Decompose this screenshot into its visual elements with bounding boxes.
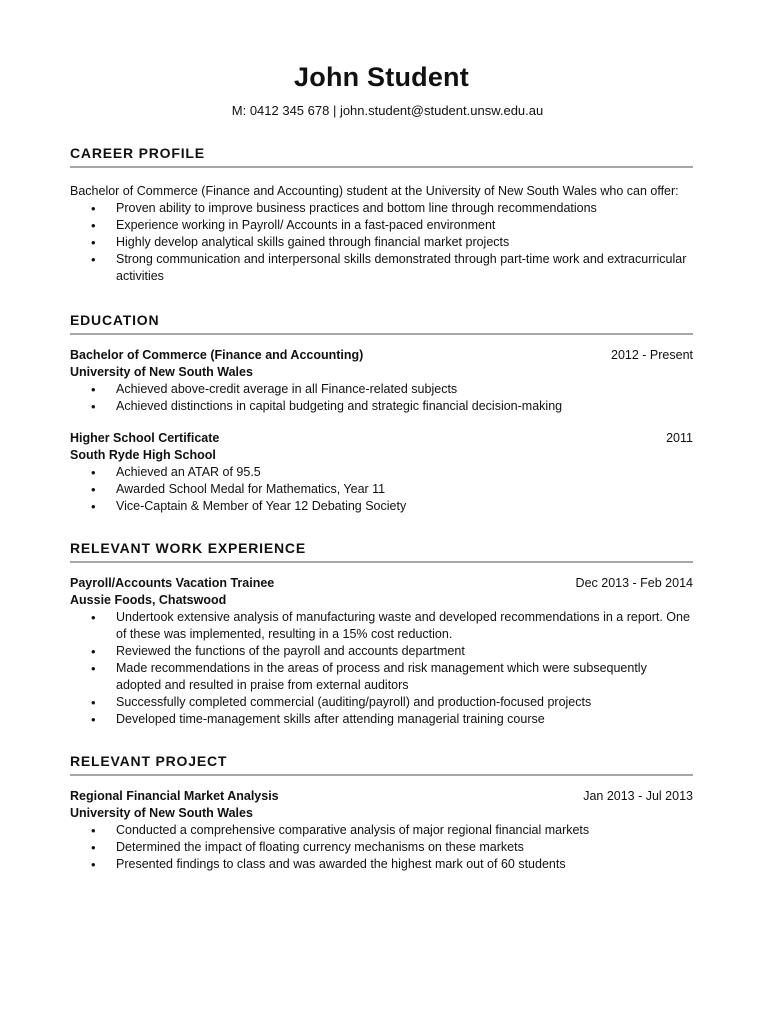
section-heading: RELEVANT PROJECT [70,752,693,776]
list-item: • Achieved distinctions in capital budgeting and strategic financial decision-making [70,398,693,415]
entry-organisation: Aussie Foods, Chatswood [70,593,227,607]
list-item: • Presented findings to class and was awarded the highest mark out of 60 students [70,856,693,873]
list-item: • Highly develop analytical skills gained through financial market projects [70,234,693,251]
resume-page [70,60,693,873]
list-item: • Vice-Captain & Member of Year 12 Debating Society [70,498,693,515]
entry-date: 2012 - Present [611,348,693,362]
entry-bullets [70,822,693,873]
work-entry [70,575,693,728]
list-item: • Undertook extensive analysis of manufacturing waste and developed recommendations in a report. One of these was implemented, resulting in a 15% cost reduction. [70,609,693,643]
section-heading: RELEVANT WORK EXPERIENCE [70,539,693,563]
entry-organisation: University of New South Wales [70,806,253,820]
list-item: • Achieved above-credit average in all Finance-related subjects [70,381,693,398]
career-profile-section [70,144,693,285]
list-item: • Proven ability to improve business practices and bottom line through recommendations [70,200,693,217]
list-item: • Conducted a comprehensive comparative analysis of major regional financial markets [70,822,693,839]
list-item: • Successfully completed commercial (auditing/payroll) and production-focused projects [70,694,693,711]
entry-bullets [70,609,693,728]
list-item: • Achieved an ATAR of 95.5 [70,464,693,481]
entry-date: Dec 2013 - Feb 2014 [575,576,693,590]
project-entry [70,788,693,873]
profile-bullets [70,200,693,285]
section-heading: EDUCATION [70,311,693,335]
entry-organisation: University of New South Wales [70,365,253,379]
section-heading: CAREER PROFILE [70,144,693,168]
candidate-name: John Student [294,62,469,92]
project-section [70,752,693,873]
contact-line: M: 0412 345 678 | john.student@student.unsw.edu.au [231,103,544,118]
work-experience-section [70,539,693,728]
entry-organisation: South Ryde High School [70,448,216,462]
entry-date: Jan 2013 - Jul 2013 [583,789,693,803]
entry-date: 2011 [666,431,693,445]
list-item: • Determined the impact of floating currency mechanisms on these markets [70,839,693,856]
education-entry [70,347,693,415]
education-entry [70,430,693,515]
entry-bullets [70,381,693,415]
education-section [70,311,693,515]
list-item: • Awarded School Medal for Mathematics, Year 11 [70,481,693,498]
entry-title: Regional Financial Market Analysis [70,789,279,803]
entry-title: Higher School Certificate [70,431,220,445]
profile-summary: Bachelor of Commerce (Finance and Accounting) student at the University of New South Wales who can offer: [70,184,679,198]
list-item: • Developed time-management skills after attending managerial training course [70,711,693,728]
entry-bullets [70,464,693,515]
entry-title: Bachelor of Commerce (Finance and Accounting) [70,348,364,362]
list-item: • Reviewed the functions of the payroll and accounts department [70,643,693,660]
list-item: • Experience working in Payroll/ Accounts in a fast-paced environment [70,217,693,234]
list-item: • Made recommendations in the areas of process and risk management which were subsequently adopted and resulted in praise from external auditors [70,660,693,694]
entry-title: Payroll/Accounts Vacation Trainee [70,576,275,590]
list-item: • Strong communication and interpersonal skills demonstrated through part-time work and extracurricular activities [70,251,693,285]
